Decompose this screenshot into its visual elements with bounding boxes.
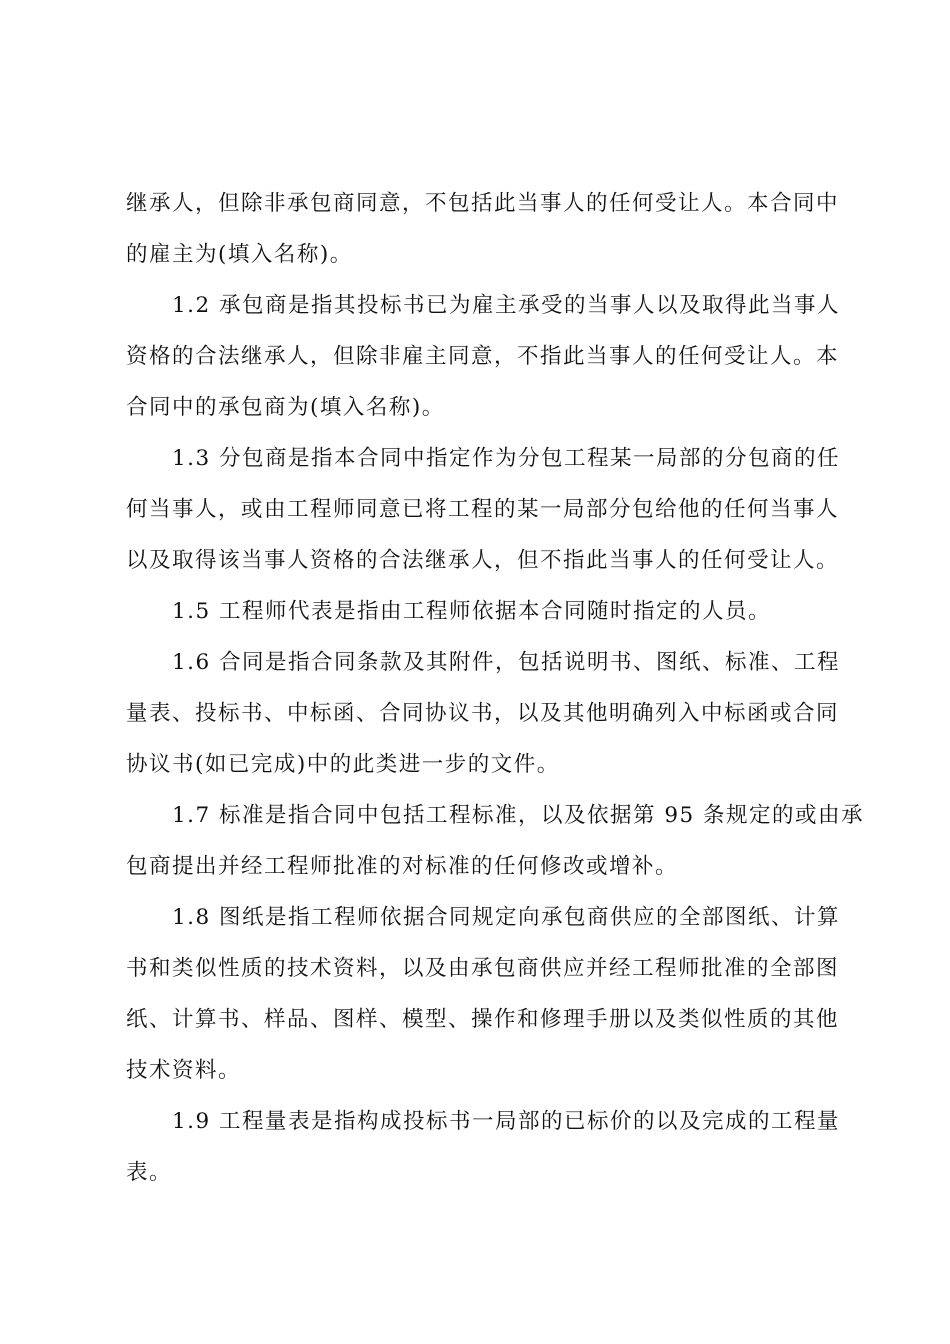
text-line: 的雇主为(填入名称)。 (126, 242, 353, 267)
text-line: 合同中的承包商为(填入名称)。 (126, 395, 445, 420)
text-line: 量表、投标书、中标函、合同协议书，以及其他明确列入中标函或合同 (126, 701, 840, 726)
text-line: 1.5 工程师代表是指由工程师依据本合同随时指定的人员。 (172, 599, 772, 624)
text-line: 1.8 图纸是指工程师依据合同规定向承包商供应的全部图纸、计算 (172, 905, 841, 930)
text-line: 资格的合法继承人，但除非雇主同意，不指此当事人的任何受让人。本 (126, 344, 840, 369)
text-line: 技术资料。 (126, 1058, 242, 1083)
text-line: 以及取得该当事人资格的合法继承人，但不指此当事人的任何受让人。 (126, 548, 840, 573)
text-line: 包商提出并经工程师批准的对标准的任何修改或增补。 (126, 854, 679, 879)
text-line: 纸、计算书、样品、图样、模型、操作和修理手册以及类似性质的其他 (126, 1007, 840, 1032)
text-line: 书和类似性质的技术资料，以及由承包商供应并经工程师批准的全部图 (126, 956, 840, 981)
text-line: 1.6 合同是指合同条款及其附件，包括说明书、图纸、标准、工程 (172, 650, 841, 675)
text-line: 1.7 标准是指合同中包括工程标准，以及依据第 95 条规定的或由承 (172, 803, 865, 828)
text-line: 何当事人，或由工程师同意已将工程的某一局部分包给他的任何当事人 (126, 497, 840, 522)
text-line: 1.2 承包商是指其投标书已为雇主承受的当事人以及取得此当事人 (172, 293, 841, 318)
text-line: 1.3 分包商是指本合同中指定作为分包工程某一局部的分包商的任 (172, 446, 841, 471)
text-line: 协议书(如已完成)中的此类进一步的文件。 (126, 752, 560, 777)
text-line: 表。 (126, 1160, 173, 1185)
text-line: 继承人，但除非承包商同意，不包括此当事人的任何受让人。本合同中 (126, 191, 840, 216)
text-line: 1.9 工程量表是指构成投标书一局部的已标价的以及完成的工程量 (172, 1109, 841, 1134)
document-page (126, 178, 865, 1198)
